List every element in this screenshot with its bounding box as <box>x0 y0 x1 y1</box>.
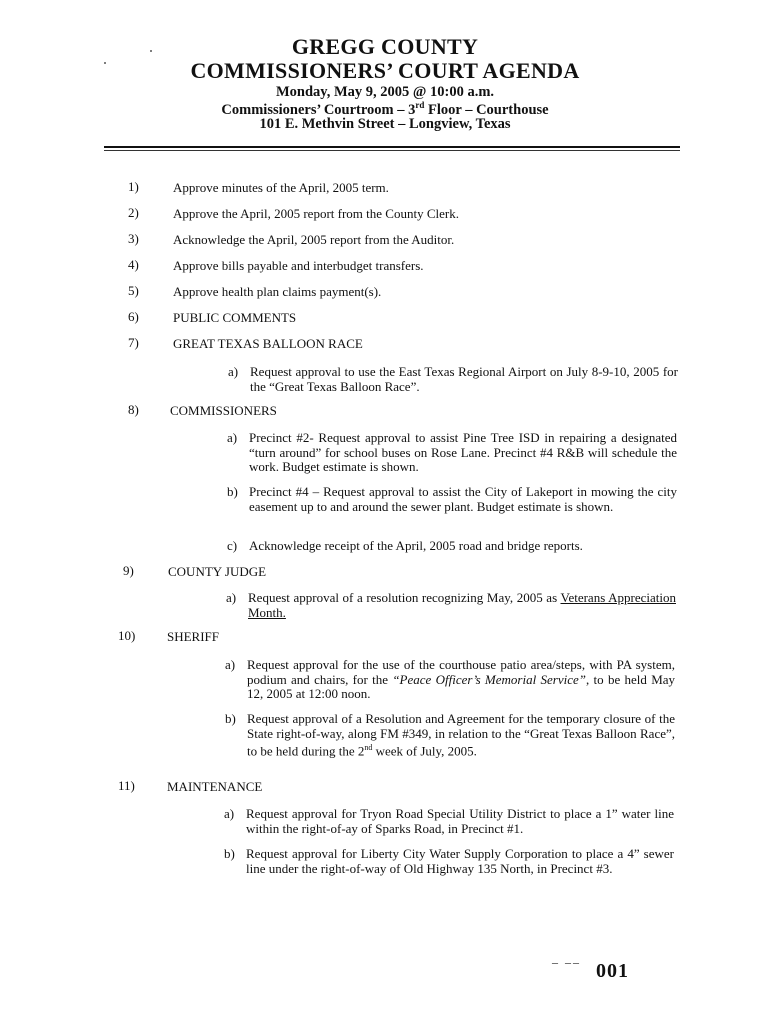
item-text: COUNTY JUDGE <box>168 564 267 579</box>
subitem <box>226 590 676 620</box>
subitem-letter: b) <box>224 846 235 861</box>
header-divider-thin <box>104 150 680 151</box>
subitem-letter: a) <box>225 657 236 672</box>
item-text: SHERIFF <box>167 629 220 644</box>
agenda-title: COMMISSIONERS’ COURT AGENDA <box>190 58 580 83</box>
subitem-text: Request approval of a Resolution and Agreement for the temporary closure of the State right-of-way, along FM #349, in relation to the “Great Texas Balloon Race”, to be held during the 2nd week of July, 2005. <box>247 711 675 759</box>
subitem-text: Request approval for the use of the courthouse patio area/steps, with PA system, podium and chairs, for the “Peace Officer’s Memorial Service”, to be held May 12, 2005 at 12:00 noon. <box>247 657 676 701</box>
item-number: 1) <box>128 179 139 194</box>
item-text: Approve bills payable and interbudget transfers. <box>173 258 424 273</box>
footer-dash: – –– <box>552 955 581 969</box>
subitem-letter: b) <box>225 711 236 726</box>
subitem-text: Request approval of a resolution recognizing May, 2005 as Veterans Appreciation Month. <box>248 590 676 620</box>
item-text: Approve minutes of the April, 2005 term. <box>173 180 389 195</box>
meeting-address: 101 E. Methvin Street – Longview, Texas <box>259 116 511 132</box>
subitem-letter: a) <box>228 364 239 379</box>
subitem <box>228 364 678 394</box>
item-number: 7) <box>128 335 139 350</box>
subitem-letter: a) <box>226 590 237 605</box>
subitem-text: Request approval for Liberty City Water Supply Corporation to place a 4” sewer line under the right-of-way of Old Highway 135 North, in Precinct #3. <box>246 846 674 876</box>
item-text: Approve health plan claims payment(s). <box>173 284 382 299</box>
item-number: 9) <box>123 563 134 578</box>
item-text: Approve the April, 2005 report from the County Clerk. <box>173 206 459 221</box>
subitem <box>225 657 676 702</box>
item-number: 2) <box>128 205 139 220</box>
item-text: MAINTENANCE <box>167 779 263 794</box>
meeting-date: Monday, May 9, 2005 @ 10:00 a.m. <box>275 84 495 100</box>
subitem <box>225 711 675 759</box>
subitem <box>224 806 674 836</box>
subitem <box>227 430 677 475</box>
item-text: Acknowledge the April, 2005 report from the Auditor. <box>173 232 455 247</box>
item-number: 8) <box>128 402 139 417</box>
header-divider <box>104 146 680 148</box>
county-title: GREGG COUNTY <box>291 34 479 59</box>
subitem-letter: a) <box>224 806 235 821</box>
subitem <box>227 484 677 514</box>
item-number: 11) <box>118 778 135 793</box>
item-number: 3) <box>128 231 139 246</box>
subitem-text: Request approval to use the East Texas Regional Airport on July 8-9-10, 2005 for the “Great Texas Balloon Race”. <box>250 364 678 394</box>
subitem-letter: a) <box>227 430 238 445</box>
page-number: 001 <box>596 960 629 982</box>
subitem-text: Request approval for Tryon Road Special Utility District to place a 1” water line within the right-of-ay of Sparks Road, in Precinct #1. <box>246 806 674 836</box>
item-number: 6) <box>128 309 139 324</box>
item-number: 5) <box>128 283 139 298</box>
subitem-text: Precinct #2- Request approval to assist Pine Tree ISD in repairing a designated “turn around” for school buses on Rose Lane. Precinct #4 R&B will schedule the work. Budget estimate is shown. <box>249 430 677 474</box>
subitem-letter: c) <box>227 538 238 553</box>
meeting-location: Commissioners’ Courtroom – 3rd Floor – Courthouse <box>221 100 549 118</box>
item-text: COMMISSIONERS <box>170 403 277 418</box>
item-number: 10) <box>118 628 136 643</box>
subitem-text: Acknowledge receipt of the April, 2005 road and bridge reports. <box>249 538 583 553</box>
subitem <box>224 846 674 876</box>
subitem-letter: b) <box>227 484 238 499</box>
subitem-text: Precinct #4 – Request approval to assist the City of Lakeport in mowing the city easement up to and around the sewer plant. Budget estimate is shown. <box>249 484 677 514</box>
item-text: GREAT TEXAS BALLOON RACE <box>173 336 363 351</box>
item-text: PUBLIC COMMENTS <box>173 310 297 325</box>
subitem <box>227 538 677 554</box>
item-number: 4) <box>128 257 139 272</box>
